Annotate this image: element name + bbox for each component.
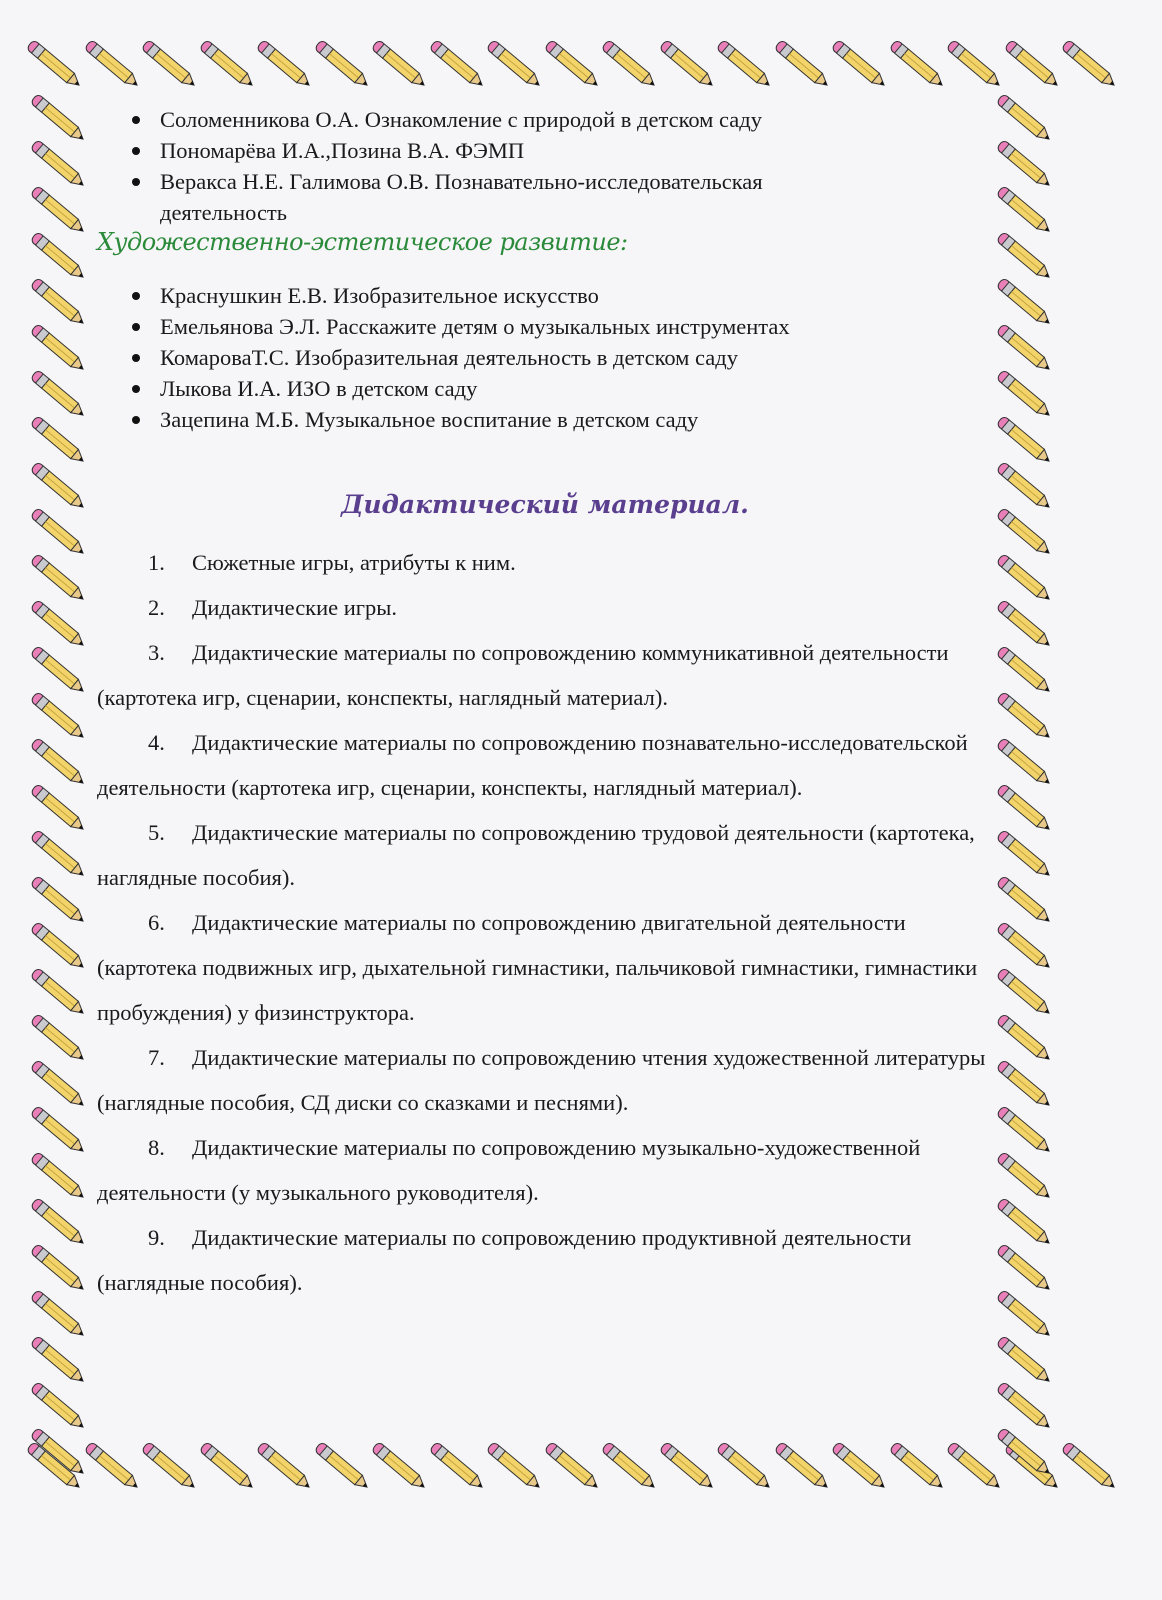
pencil-icon <box>992 1426 1054 1482</box>
pencil-icon <box>367 38 429 94</box>
pencil-icon <box>597 38 659 94</box>
section-heading-art: Художественно-эстетическое развитие: <box>97 228 628 256</box>
bullet-icon <box>132 147 140 155</box>
pencil-icon <box>655 1440 717 1496</box>
pencil-icon <box>827 38 889 94</box>
pencil-icon <box>770 38 832 94</box>
item-number: 7. <box>148 1045 165 1070</box>
bullet-icon <box>132 354 140 362</box>
pencil-icon <box>597 1440 659 1496</box>
pencil-icon <box>885 38 947 94</box>
bullet-icon <box>132 416 140 424</box>
list-item <box>160 342 920 373</box>
list-item <box>97 1035 992 1125</box>
item-text: Веракса Н.Е. Галимова О.В. Познавательно-исследовательская деятельность <box>160 169 763 225</box>
bullet-icon <box>132 292 140 300</box>
item-number: 6. <box>148 910 165 935</box>
list-item <box>160 311 920 342</box>
bullet-list-art <box>160 280 920 435</box>
pencil-icon <box>770 1440 832 1496</box>
list-item <box>160 373 920 404</box>
pencil-icon <box>712 1440 774 1496</box>
list-item <box>97 900 992 1035</box>
bullet-icon <box>132 116 140 124</box>
list-item <box>160 104 920 135</box>
item-text: Дидактические материалы по сопровождению познавательно-исследовательской деятельности (картотека игр, сценарии, конспекты, наглядный материал). <box>97 730 968 800</box>
pencil-icon <box>195 38 257 94</box>
bullet-icon <box>132 178 140 186</box>
pencil-icon <box>425 1440 487 1496</box>
list-item <box>97 1215 992 1305</box>
pencil-icon <box>310 1440 372 1496</box>
item-text: КомароваТ.С. Изобразительная деятельность в детском саду <box>160 345 738 370</box>
bullet-icon <box>132 323 140 331</box>
bullet-list-cognitive <box>160 104 920 228</box>
item-text: Дидактические материалы по сопровождению двигательной деятельности (картотека подвижных игр, дыхательной гимнастики, пальчиковой гимнастики, гимнастики пробуждения) у физинструктора. <box>97 910 978 1025</box>
pencil-icon <box>80 38 142 94</box>
pencil-icon <box>1000 38 1062 94</box>
item-text: Зацепина М.Б. Музыкальное воспитание в детском саду <box>160 407 699 432</box>
item-text: Дидактические игры. <box>192 595 398 620</box>
item-text: Дидактические материалы по сопровождению трудовой деятельности (картотека, наглядные пособия). <box>97 820 975 890</box>
pencil-icon <box>367 1440 429 1496</box>
pencil-icon <box>80 1440 142 1496</box>
item-number: 3. <box>148 640 165 665</box>
numbered-list-didactic <box>97 540 992 1305</box>
pencil-icon <box>137 1440 199 1496</box>
pencil-icon <box>540 1440 602 1496</box>
item-number: 1. <box>148 550 165 575</box>
bullet-icon <box>132 385 140 393</box>
list-item <box>97 720 992 810</box>
pencil-icon <box>827 1440 889 1496</box>
pencil-icon <box>482 1440 544 1496</box>
pencil-icon <box>22 38 84 94</box>
item-text: Пономарёва И.А.,Позина В.А. ФЭМП <box>160 138 525 163</box>
item-text: Емельянова Э.Л. Расскажите детям о музыкальных инструментах <box>160 314 790 339</box>
pencil-icon <box>1057 38 1119 94</box>
list-item <box>160 280 920 311</box>
section-heading-didactic: Дидактический материал. <box>341 490 749 519</box>
item-number: 5. <box>148 820 165 845</box>
item-text: Дидактические материалы по сопровождению коммуникативной деятельности (картотека игр, сценарии, конспекты, наглядный материал). <box>97 640 949 710</box>
item-text: Краснушкин Е.В. Изобразительное искусство <box>160 283 599 308</box>
pencil-icon <box>26 1426 88 1482</box>
pencil-icon <box>942 38 1004 94</box>
item-text: Лыкова И.А. ИЗО в детском саду <box>160 376 478 401</box>
item-text: Соломенникова О.А. Ознакомление с природой в детском саду <box>160 107 762 132</box>
pencil-icon <box>252 38 314 94</box>
pencil-icon <box>1057 1440 1119 1496</box>
pencil-icon <box>540 38 602 94</box>
item-text: Сюжетные игры, атрибуты к ним. <box>192 550 516 575</box>
pencil-icon <box>195 1440 257 1496</box>
list-item <box>97 540 992 585</box>
list-item <box>160 135 920 166</box>
item-text: Дидактические материалы по сопровождению продуктивной деятельности (наглядные пособия). <box>97 1225 912 1295</box>
pencil-icon <box>252 1440 314 1496</box>
list-item <box>160 404 920 435</box>
pencil-icon <box>137 38 199 94</box>
list-item <box>160 166 880 228</box>
item-number: 4. <box>148 730 165 755</box>
pencil-icon <box>425 38 487 94</box>
pencil-icon <box>655 38 717 94</box>
pencil-icon <box>712 38 774 94</box>
pencil-icon <box>885 1440 947 1496</box>
list-item <box>97 630 992 720</box>
item-number: 8. <box>148 1135 165 1160</box>
item-number: 9. <box>148 1225 165 1250</box>
list-item <box>97 1125 992 1215</box>
item-text: Дидактические материалы по сопровождению чтения художественной литературы (наглядные пособия, СД диски со сказками и песнями). <box>97 1045 986 1115</box>
pencil-icon <box>310 38 372 94</box>
pencil-icon <box>482 38 544 94</box>
list-item <box>97 810 992 900</box>
list-item <box>97 585 992 630</box>
item-number: 2. <box>148 595 165 620</box>
item-text: Дидактические материалы по сопровождению музыкально-художественной деятельности (у музыкального руководителя). <box>97 1135 921 1205</box>
